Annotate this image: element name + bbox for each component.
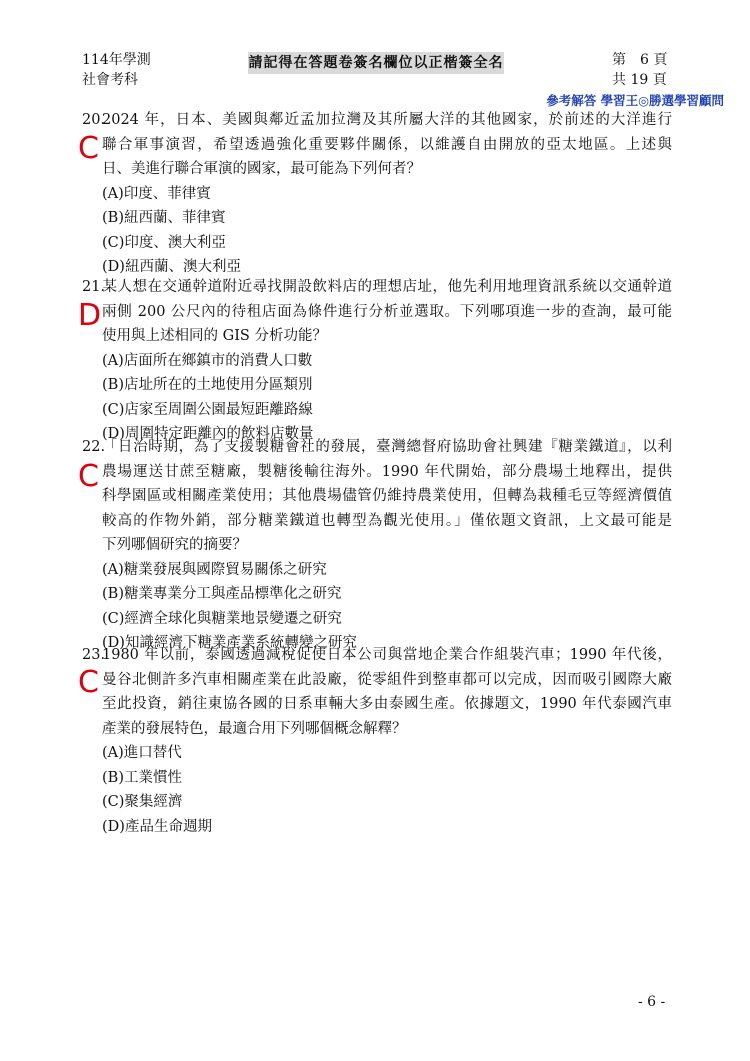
answer-mark: D bbox=[78, 298, 102, 333]
option-a: (A)進口替代 bbox=[102, 745, 182, 761]
question-line: 至此投資，銷往東協各國的日系車輛大多由泰國生產。依據題文，1990 年代泰國汽車 bbox=[102, 696, 672, 712]
option-c: (C)經濟全球化與糖業地景變遷之研究 bbox=[102, 610, 342, 627]
page-current: 第 6 頁 bbox=[612, 52, 668, 68]
exam-year: 114年學測 bbox=[82, 52, 151, 68]
exam-title bbox=[82, 50, 151, 90]
option-a: (A)糖業發展與國際貿易關係之研究 bbox=[102, 561, 327, 578]
question-line: 較高的作物外銷，部分糖業鐵道也轉型為觀光使用。」僅依題文資訊，上文最可能是 bbox=[102, 512, 672, 529]
question-20 bbox=[82, 108, 672, 280]
option-a: (A)印度、菲律賓 bbox=[102, 185, 211, 202]
question-number: 22. bbox=[82, 439, 106, 455]
option-c: (C)印度、澳大利亞 bbox=[102, 234, 226, 251]
option-c: (C)聚集經濟 bbox=[102, 794, 183, 810]
question-line: 使用與上述相同的 GIS 分析功能？ bbox=[102, 328, 327, 344]
answer-mark: C bbox=[78, 665, 99, 700]
option-c: (C)店家至周圍公園最短距離路線 bbox=[102, 401, 313, 418]
question-number: 20. bbox=[82, 112, 106, 128]
question-line: 曼谷北側許多汽車相關產業在此設廠，從零組件到整車都可以完成，因而吸引國際大廠 bbox=[102, 671, 672, 688]
answer-mark: C bbox=[78, 131, 99, 166]
option-d: (D)知識經濟下糖業產業系統轉變之研究 bbox=[102, 635, 357, 651]
page-total: 共 19 頁 bbox=[612, 72, 667, 88]
question-line: 20.2024 年，日本、美國與鄰近孟加拉灣及其所屬大洋的其他國家，於前述的大洋進行 bbox=[82, 108, 672, 133]
page-indicator bbox=[612, 50, 670, 90]
question-line: 兩側 200 公尺內的待租店面為條件進行分析並選取。下列哪項進一步的查詢，最可能 bbox=[102, 303, 672, 320]
exam-subject: 社會考科 bbox=[82, 72, 138, 88]
option-d: (D)產品生命週期 bbox=[102, 818, 212, 835]
option-b: (B)工業慣性 bbox=[102, 769, 182, 786]
option-d: (D)周圍特定距離內的飲料店數量 bbox=[102, 426, 314, 442]
question-line: 農場運送甘蔗至糖廠，製糖後輸往海外。1990 年代開始，部分農場土地釋出，提供 bbox=[102, 463, 672, 480]
option-b: (B)紐西蘭、菲律賓 bbox=[102, 210, 226, 226]
question-line: 產業的發展特色，最適合用下列哪個概念解釋？ bbox=[102, 720, 407, 737]
question-21 bbox=[82, 275, 672, 447]
option-b: (B)店址所在的土地使用分區類別 bbox=[102, 377, 313, 393]
question-22 bbox=[82, 435, 672, 656]
answer-credit: 參考解答 學習王◎勝選學習顧問 bbox=[546, 93, 724, 108]
question-line: 日、美進行聯合軍演的國家，最可能為下列何者？ bbox=[102, 161, 421, 177]
option-a: (A)店面所在鄉鎮市的消費人口數 bbox=[102, 352, 313, 369]
question-line: 科學園區或相關產業使用；其他農場儘管仍維持農業使用，但轉為栽種毛豆等經濟價值 bbox=[102, 488, 672, 504]
signature-notice: 請記得在答題卷簽名欄位以正楷簽全名 bbox=[248, 52, 504, 74]
answer-mark: C bbox=[78, 459, 99, 494]
question-number: 21. bbox=[82, 279, 106, 295]
question-line: 21.某人想在交通幹道附近尋找開設飲料店的理想店址，他先利用地理資訊系統以交通幹道 bbox=[82, 275, 672, 300]
question-line: 23.1980 年以前，泰國透過減稅促使日本公司與當地企業合作組裝汽車；1990 年代後， bbox=[82, 643, 672, 668]
option-d: (D)紐西蘭、澳大利亞 bbox=[102, 259, 241, 275]
option-b: (B)糖業專業分工與產品標準化之研究 bbox=[102, 586, 342, 602]
question-23 bbox=[82, 643, 672, 839]
page-number-footer: - 6 - bbox=[638, 994, 666, 1010]
question-line: 聯合軍事演習，希望透過強化重要夥伴關係，以維護自由開放的亞太地區。上述與 bbox=[102, 136, 672, 153]
question-number: 23. bbox=[82, 647, 106, 663]
question-line: 22.「日治時期，為了支援製糖會社的發展，臺灣總督府協助會社興建『糖業鐵道』，以利 bbox=[82, 435, 672, 460]
question-line: 下列哪個研究的摘要？ bbox=[102, 537, 247, 553]
